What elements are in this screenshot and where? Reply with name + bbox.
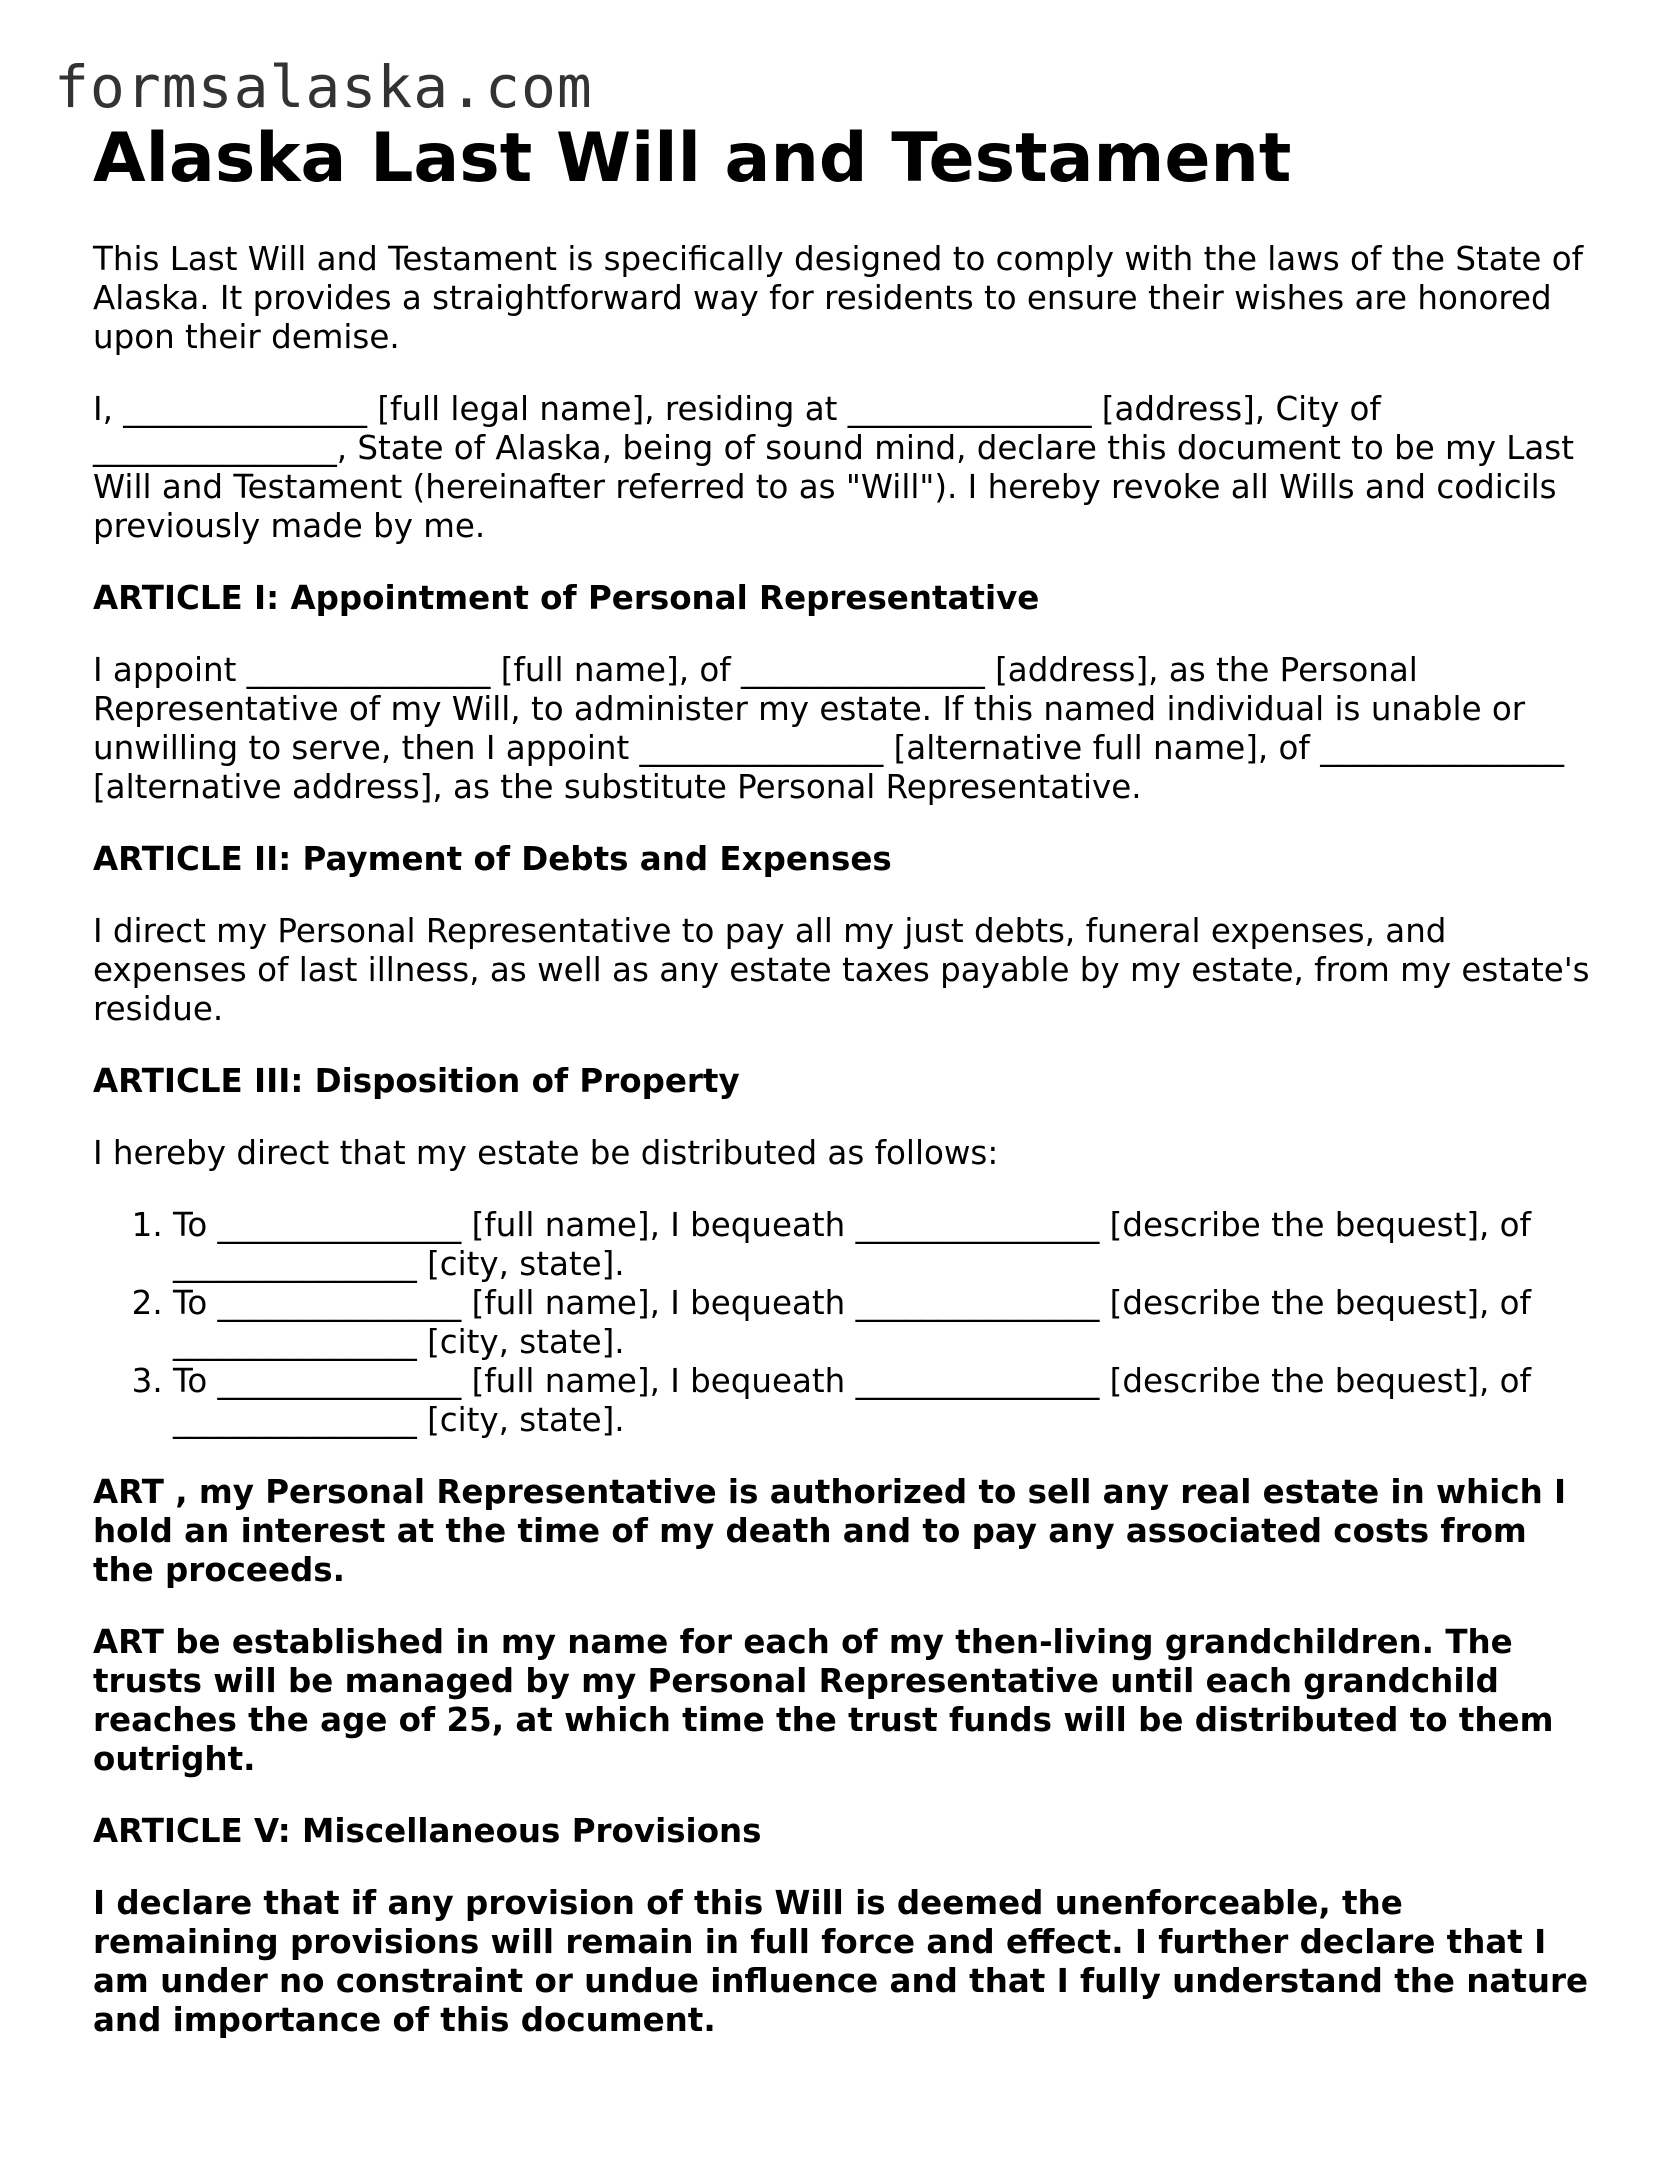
article-5-body: I declare that if any provision of this Will is deemed unenforceable, the remaining provisions will remain in full force and effect. I further declare that I am under no constraint or undue influence and that I fully understand the nature and importance of this document. — [93, 1884, 1589, 2039]
article-1-body: I appoint _______________ [full name], of _______________ [address], as the Personal Representative of my Will, to administer my estate. If this named individual is unable or unwilling to serve, then I appoint _______________ [alternative full name], of _______________ [alternative address], as the substitute Personal Representative. — [93, 651, 1564, 806]
bequest-list — [93, 1206, 1593, 1440]
page-title: Alaska Last Will and Testament — [93, 119, 1292, 198]
article-2-heading: ARTICLE II: Payment of Debts and Expenses — [93, 840, 892, 878]
list-item: 1. To _______________ [full name], I bequeath _______________ [describe the bequest], of _______________ [city, state]. — [173, 1206, 1593, 1284]
list-item: 3. To _______________ [full name], I bequeath _______________ [describe the bequest], of _______________ [city, state]. — [173, 1362, 1593, 1440]
declaration-paragraph: I, _______________ [full legal name], residing at _______________ [address], City of _______________, State of Alaska, being of sound mind, declare this document to be my Last Will and Testament (hereinafter referred to as "Will"). I hereby revoke all Wills and codicils previously made by me. — [93, 390, 1574, 545]
trust-paragraph: ART be established in my name for each of my then-living grandchildren. The trusts will be managed by my Personal Representative until each grandchild reaches the age of 25, at which time the trust funds will be distributed to them outright. — [93, 1623, 1554, 1778]
document-body — [93, 120, 1593, 2040]
article-3-body: I hereby direct that my estate be distributed as follows: — [93, 1134, 999, 1172]
article-5-heading: ARTICLE V: Miscellaneous Provisions — [93, 1812, 762, 1850]
article-2-body: I direct my Personal Representative to pay all my just debts, funeral expenses, and expenses of last illness, as well as any estate taxes payable by my estate, from my estate's residue. — [93, 912, 1590, 1028]
article-3-heading: ARTICLE III: Disposition of Property — [93, 1062, 740, 1100]
real-estate-paragraph: ART , my Personal Representative is authorized to sell any real estate in which I hold an interest at the time of my death and to pay any associated costs from the proceeds. — [93, 1473, 1567, 1589]
list-item: 2. To _______________ [full name], I bequeath _______________ [describe the bequest], of _______________ [city, state]. — [173, 1284, 1593, 1362]
article-1-heading: ARTICLE I: Appointment of Personal Representative — [93, 579, 1040, 617]
site-watermark: formsalaska.com — [54, 53, 593, 121]
intro-paragraph: This Last Will and Testament is specifically designed to comply with the laws of the State of Alaska. It provides a straightforward way for residents to ensure their wishes are honored upon their demise. — [93, 240, 1584, 356]
